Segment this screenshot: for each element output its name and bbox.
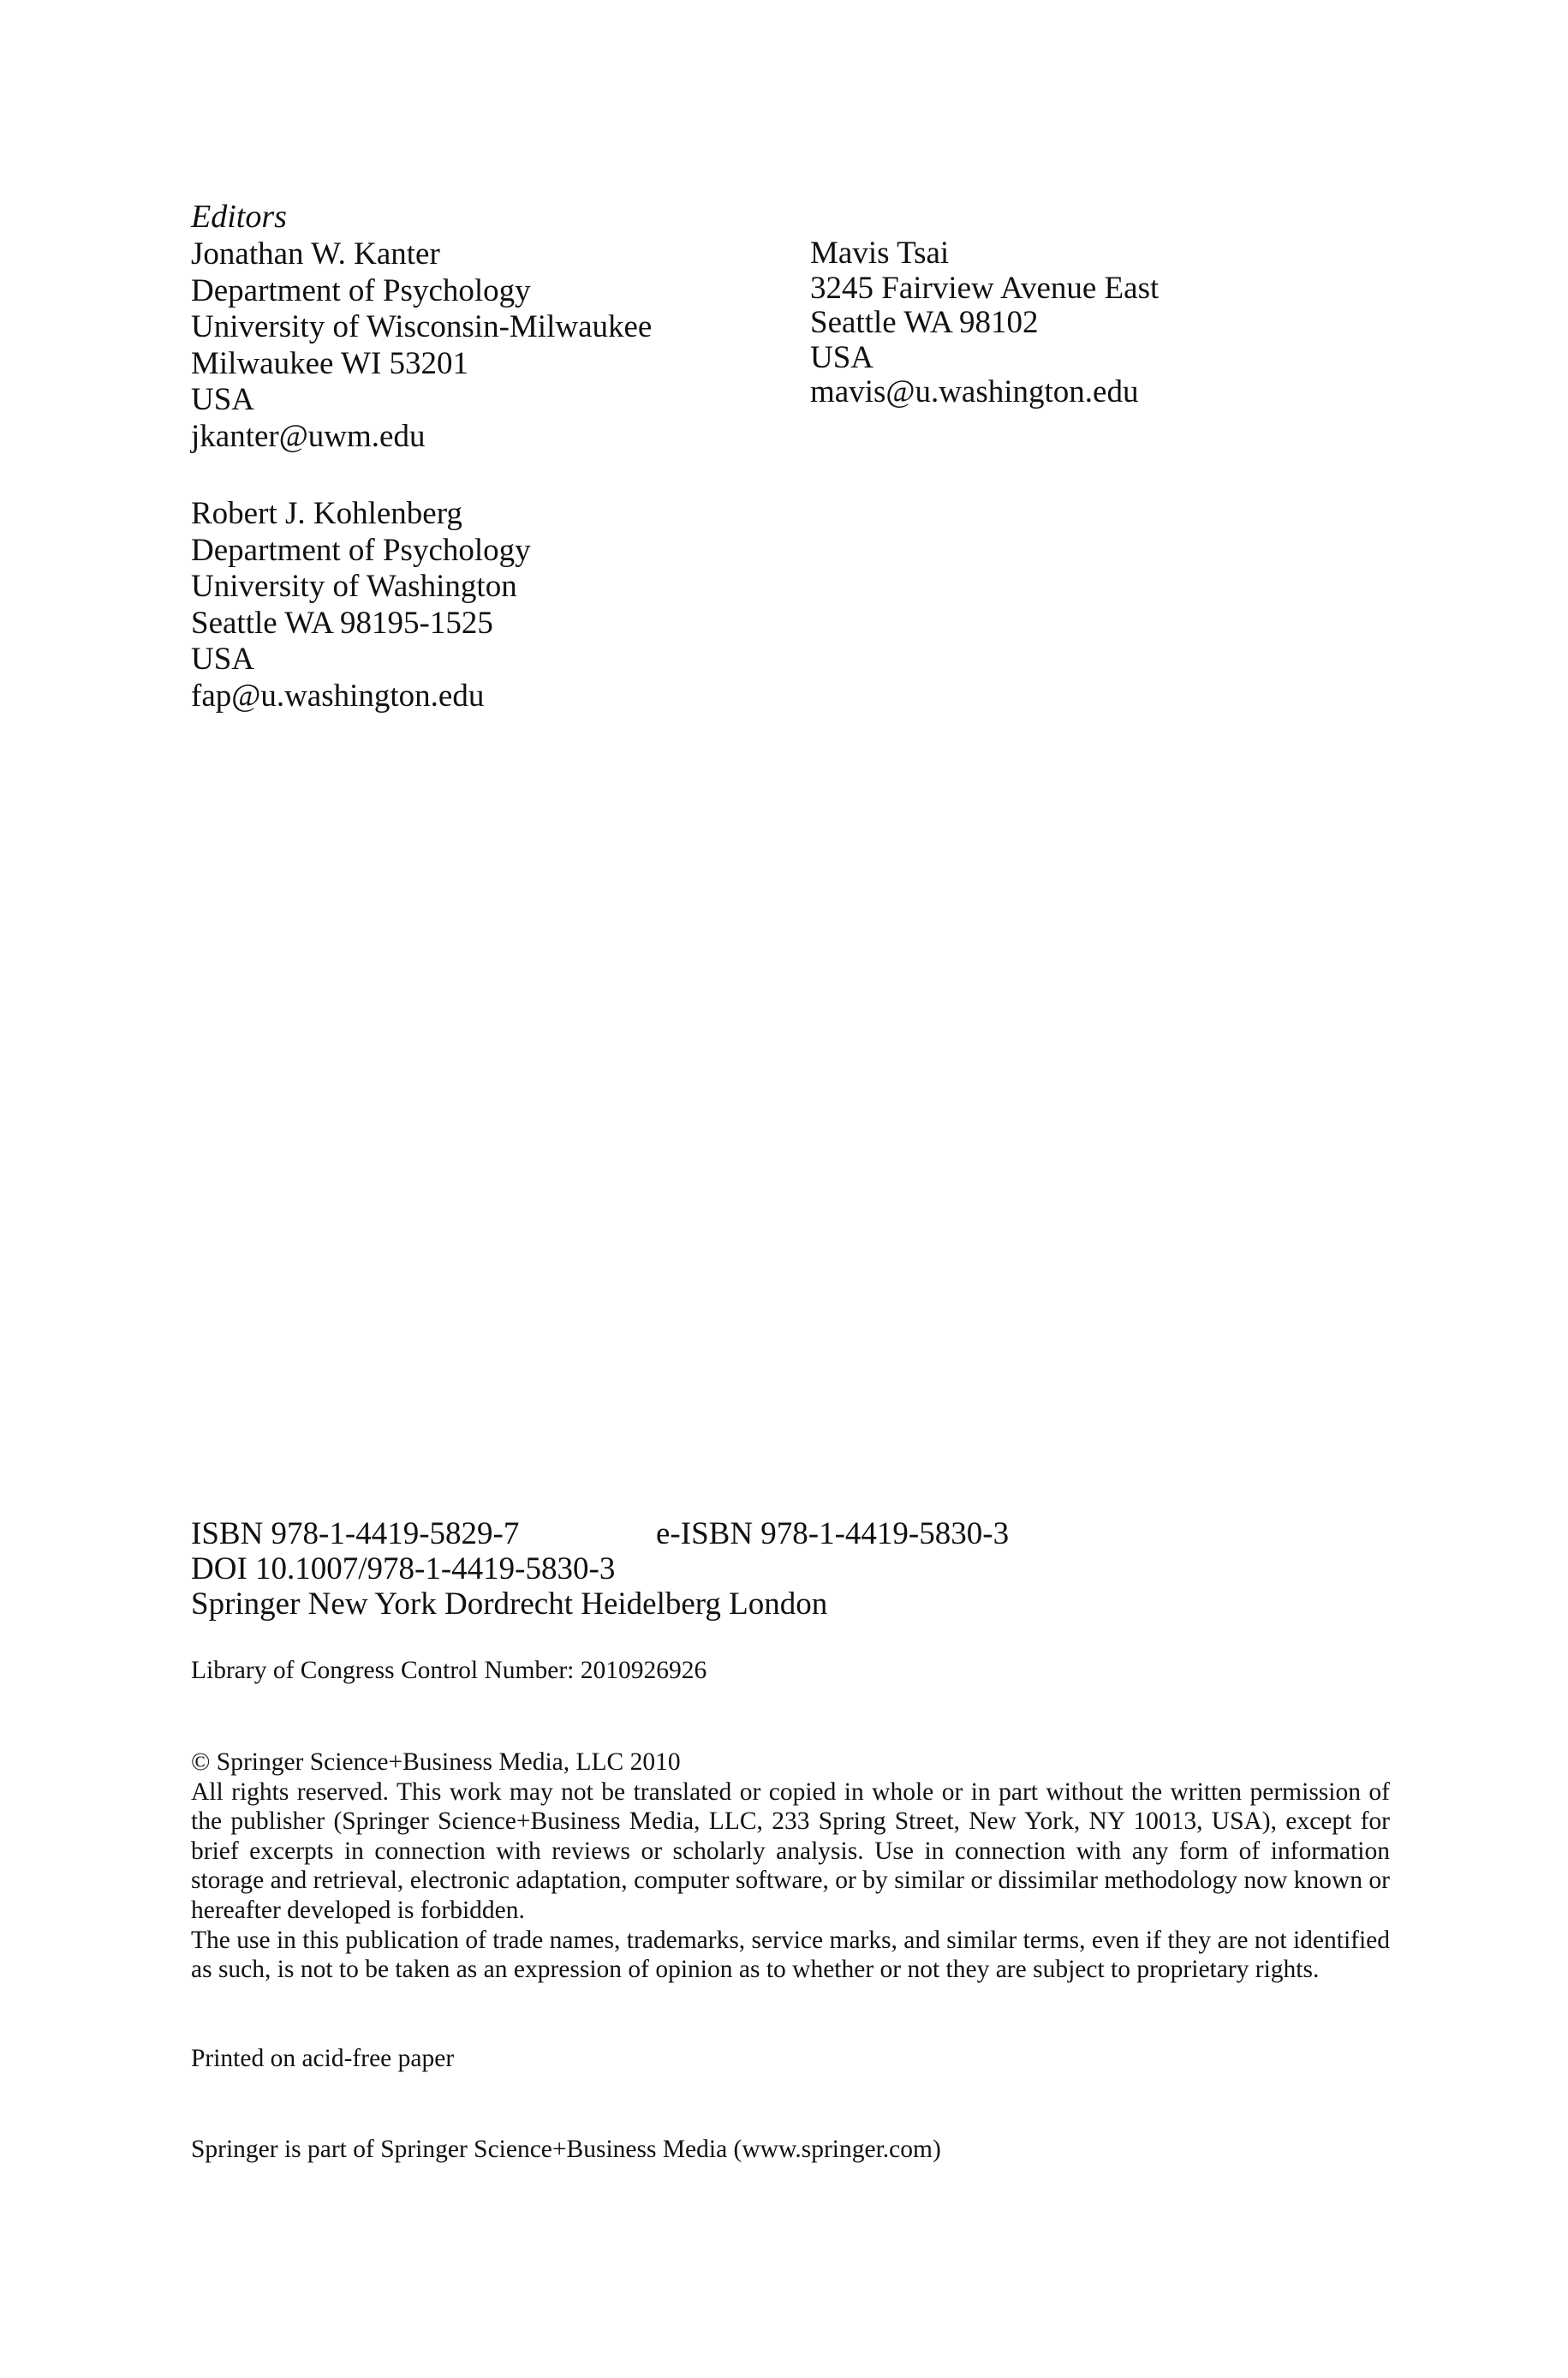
rights-statement: All rights reserved. This work may not be translated or copied in whole or in part without the written permission of the publisher (Springer Science+Business Media, LLC, 233 Spring Street, New York, NY 10013, USA), except for brief excerpts in connection with reviews or scholarly analysis. Use in connection with any form of information storage and retrieval, electronic adaptation, computer software, or by similar or dissimilar methodology now known or hereafter developed is forbidden. — [191, 1778, 1390, 1924]
paper-note: Printed on acid-free paper — [191, 2045, 455, 2072]
editor-city: Milwaukee WI 53201 — [191, 345, 469, 381]
editor-country: USA — [191, 642, 255, 677]
editor-name: Mavis Tsai — [810, 236, 950, 271]
editors-heading: Editors — [191, 199, 287, 235]
editor-city: Seattle WA 98195-1525 — [191, 605, 493, 641]
editor-address-kohlenberg — [191, 496, 531, 714]
isbn: ISBN 978-1-4419-5829-7 — [191, 1516, 520, 1551]
copyright-notice — [191, 1748, 1390, 1985]
editor-name: Jonathan W. Kanter — [191, 236, 440, 272]
editor-country: USA — [810, 339, 874, 375]
editor-address-tsai — [810, 236, 1159, 410]
editor-email: jkanter@uwm.edu — [191, 418, 426, 454]
editor-institution: University of Wisconsin-Milwaukee — [191, 309, 653, 344]
eisbn: e-ISBN 978-1-4419-5830-3 — [656, 1516, 1010, 1551]
doi: DOI 10.1007/978-1-4419-5830-3 — [191, 1551, 616, 1586]
editor-street: 3245 Fairview Avenue East — [810, 270, 1160, 306]
trademarks-statement: The use in this publication of trade names, trademarks, service marks, and similar terms, even if they are not identified as such, is not to be taken as an expression of opinion as to whether or not they are subject to proprietary rights. — [191, 1926, 1390, 1984]
lccn: Library of Congress Control Number: 2010926926 — [191, 1657, 707, 1684]
editor-country: USA — [191, 382, 255, 417]
publisher-cities: Springer New York Dordrecht Heidelberg London — [191, 1586, 828, 1622]
editor-name: Robert J. Kohlenberg — [191, 496, 462, 531]
editor-institution: University of Washington — [191, 569, 517, 604]
editor-department: Department of Psychology — [191, 532, 531, 568]
editor-address-kanter — [191, 236, 652, 455]
springer-part-note: Springer is part of Springer Science+Business Media (www.springer.com) — [191, 2136, 941, 2163]
editor-email: mavis@u.washington.edu — [810, 374, 1139, 409]
publication-identifiers — [191, 1516, 1010, 1622]
editor-department: Department of Psychology — [191, 272, 531, 308]
editor-city: Seattle WA 98102 — [810, 305, 1039, 340]
copyright-line: © Springer Science+Business Media, LLC 2010 — [191, 1748, 681, 1776]
isbn-row — [191, 1516, 1010, 1551]
editor-email: fap@u.washington.edu — [191, 678, 485, 714]
